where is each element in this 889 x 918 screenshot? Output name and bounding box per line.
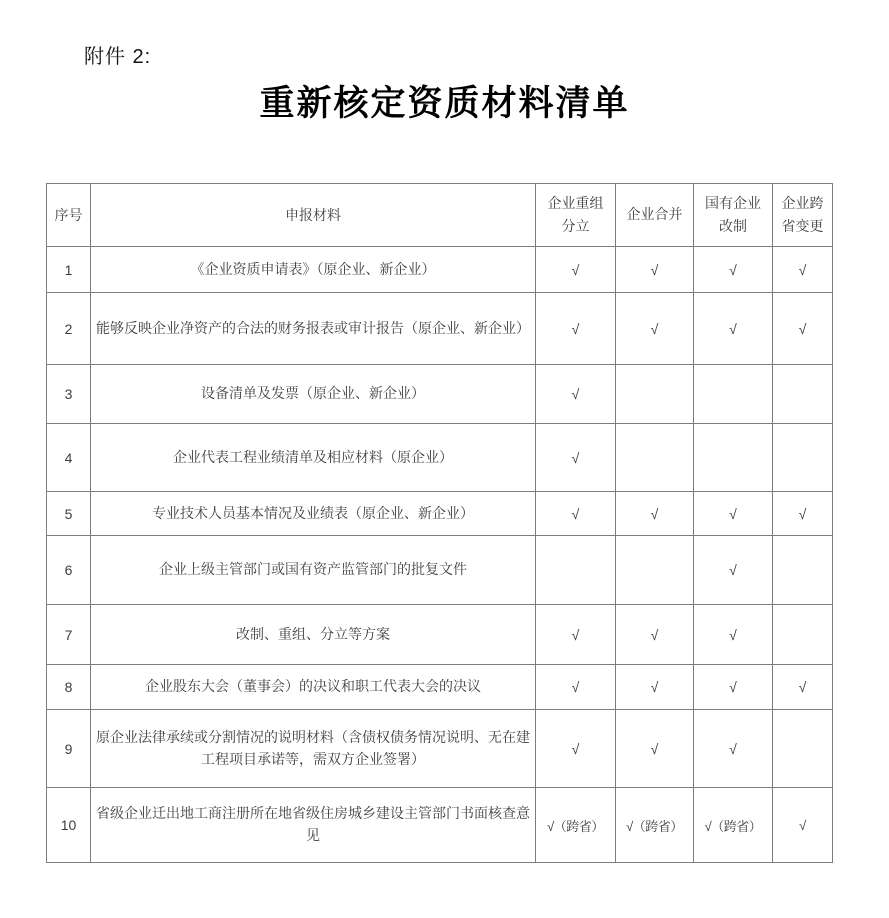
check-cell-state-owned: √ <box>694 536 773 605</box>
row-index-cell: 4 <box>47 424 91 492</box>
table-row <box>47 788 833 863</box>
material-cell: 专业技术人员基本情况及业绩表（原企业、新企业） <box>91 492 536 536</box>
row-index-cell: 8 <box>47 665 91 710</box>
check-cell-merger <box>616 365 694 424</box>
check-cell-reorg-split: √ <box>536 492 616 536</box>
check-cell-cross-province: √ <box>773 247 833 293</box>
material-cell: 能够反映企业净资产的合法的财务报表或审计报告（原企业、新企业） <box>91 293 536 365</box>
check-cell-state-owned <box>694 365 773 424</box>
header-col-state-owned-restructure-line1: 国有企业 <box>705 194 761 211</box>
row-index-cell: 1 <box>47 247 91 293</box>
check-cell-cross-province <box>773 365 833 424</box>
check-cell-reorg-split <box>536 536 616 605</box>
check-cell-reorg-split: √（跨省） <box>536 788 616 863</box>
material-cell: 企业上级主管部门或国有资产监管部门的批复文件 <box>91 536 536 605</box>
material-cell: 改制、重组、分立等方案 <box>91 605 536 665</box>
check-cell-state-owned: √ <box>694 247 773 293</box>
check-cell-reorg-split: √ <box>536 710 616 788</box>
header-col-state-owned-restructure-line2: 改制 <box>719 218 747 234</box>
table-row <box>47 247 833 293</box>
header-col-cross-province <box>773 184 833 247</box>
check-cell-cross-province <box>773 605 833 665</box>
table-row <box>47 365 833 424</box>
row-index-cell: 7 <box>47 605 91 665</box>
header-col-reorg-split-line1: 企业重组 <box>547 194 604 211</box>
check-cell-state-owned <box>694 424 773 492</box>
check-cell-cross-province: √ <box>773 492 833 536</box>
material-cell: 原企业法律承续或分割情况的说明材料（含债权债务情况说明、无在建工程项目承诺等，需双方企业签署） <box>91 710 536 788</box>
row-index-cell: 2 <box>47 293 91 365</box>
row-index-cell: 10 <box>47 788 91 863</box>
header-col-reorg-split-line2: 分立 <box>561 218 590 234</box>
check-cell-merger: √ <box>616 247 694 293</box>
check-cell-cross-province: √ <box>773 788 833 863</box>
header-material: 申报材料 <box>91 184 536 247</box>
table-row <box>47 293 833 365</box>
material-cell: 企业股东大会（董事会）的决议和职工代表大会的决议 <box>91 665 536 710</box>
table-row <box>47 424 833 492</box>
table-row <box>47 536 833 605</box>
material-cell: 省级企业迁出地工商注册所在地省级住房城乡建设主管部门书面核查意见 <box>91 788 536 863</box>
check-cell-cross-province <box>773 710 833 788</box>
materials-table <box>46 183 833 863</box>
check-cell-reorg-split: √ <box>536 365 616 424</box>
header-col-merger-line1: 企业合并 <box>626 206 683 223</box>
check-cell-cross-province <box>773 424 833 492</box>
header-col-cross-province-line1: 企业跨 <box>781 194 824 211</box>
check-cell-reorg-split: √ <box>536 424 616 492</box>
check-cell-merger: √（跨省） <box>616 788 694 863</box>
check-cell-reorg-split: √ <box>536 665 616 710</box>
table-row <box>47 665 833 710</box>
check-cell-merger: √ <box>616 665 694 710</box>
check-cell-reorg-split: √ <box>536 605 616 665</box>
header-index: 序号 <box>47 184 91 247</box>
header-col-merger <box>616 184 694 247</box>
check-cell-state-owned: √ <box>694 665 773 710</box>
check-cell-cross-province: √ <box>773 665 833 710</box>
check-cell-reorg-split: √ <box>536 293 616 365</box>
table-row <box>47 710 833 788</box>
check-cell-merger <box>616 536 694 605</box>
row-index-cell: 6 <box>47 536 91 605</box>
row-index-cell: 5 <box>47 492 91 536</box>
table-row <box>47 492 833 536</box>
header-col-reorg-split <box>536 184 616 247</box>
check-cell-merger: √ <box>616 293 694 365</box>
header-col-state-owned-restructure <box>694 184 773 247</box>
check-cell-merger: √ <box>616 605 694 665</box>
material-cell: 企业代表工程业绩清单及相应材料（原企业） <box>91 424 536 492</box>
check-cell-state-owned: √ <box>694 492 773 536</box>
check-cell-reorg-split: √ <box>536 247 616 293</box>
header-col-cross-province-line2: 省变更 <box>781 218 824 234</box>
row-index-cell: 3 <box>47 365 91 424</box>
table-row <box>47 605 833 665</box>
check-cell-state-owned: √（跨省） <box>694 788 773 863</box>
page-title: 重新核定资质材料清单 <box>259 84 630 123</box>
check-cell-merger <box>616 424 694 492</box>
material-cell: 设备清单及发票（原企业、新企业） <box>91 365 536 424</box>
check-cell-state-owned: √ <box>694 293 773 365</box>
check-cell-merger: √ <box>616 492 694 536</box>
check-cell-state-owned: √ <box>694 710 773 788</box>
check-cell-cross-province: √ <box>773 293 833 365</box>
check-cell-cross-province <box>773 536 833 605</box>
row-index-cell: 9 <box>47 710 91 788</box>
attachment-label: 附件 2: <box>84 46 152 68</box>
check-cell-state-owned: √ <box>694 605 773 665</box>
check-cell-merger: √ <box>616 710 694 788</box>
material-cell: 《企业资质申请表》（原企业、新企业） <box>91 247 536 293</box>
header-row <box>47 184 833 247</box>
